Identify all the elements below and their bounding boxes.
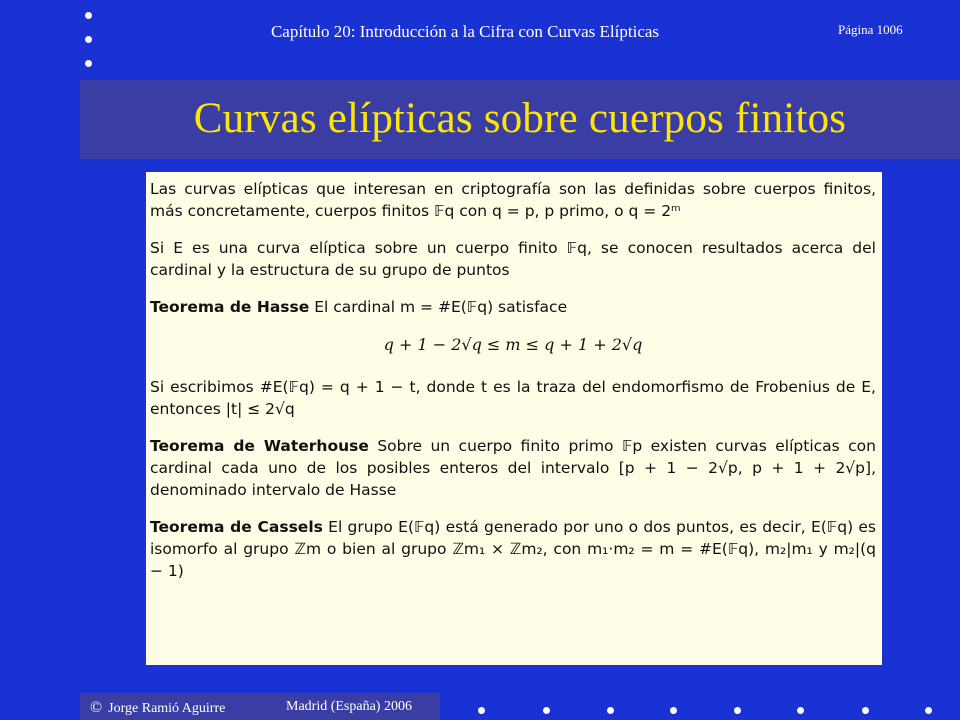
- theorem-hasse-text: El cardinal m = #E(𝔽q) satisface: [314, 298, 568, 316]
- theorem-waterhouse-text: Sobre un cuerpo finito primo 𝔽p existen curvas elípticas con cardinal cada uno de los posibles enteros del intervalo [p + 1 − 2√p, p + 1 + 2√p], denominado intervalo de Hasse: [150, 437, 876, 499]
- chapter-title: Capítulo 20: Introducción a la Cifra con Curvas Elípticas: [270, 22, 660, 41]
- content-panel: [146, 172, 882, 665]
- footer-place-year: Madrid (España) 2006: [286, 699, 412, 714]
- footer-author: [90, 699, 225, 717]
- decorative-dot: [85, 60, 92, 67]
- paragraph-intro: Las curvas elípticas que interesan en criptografía son las definidas sobre cuerpos finitos, más concretamente, cuerpos finitos 𝔽q con q = p, p primo, o q = 2ᵐ: [150, 180, 876, 220]
- theorem-waterhouse-label: Teorema de Waterhouse: [150, 437, 369, 455]
- author-name: Jorge Ramió Aguirre: [108, 701, 226, 716]
- title-band: [80, 80, 960, 159]
- decorative-dot: [670, 707, 677, 714]
- decorative-dot: [797, 707, 804, 714]
- paragraph-frobenius: Si escribimos #E(𝔽q) = q + 1 − t, donde t es la traza del endomorfismo de Frobenius de E, entonces |t| ≤ 2√q: [150, 378, 876, 418]
- decorative-dot: [925, 707, 932, 714]
- page-number: Página 1006: [838, 22, 903, 37]
- copyright-icon: ©: [90, 699, 103, 716]
- slide-title: Curvas elípticas sobre cuerpos finitos: [193, 95, 847, 142]
- decorative-dot: [607, 707, 614, 714]
- paragraph-waterhouse: [150, 435, 876, 501]
- decorative-dot: [862, 707, 869, 714]
- decorative-dot: [85, 36, 92, 43]
- decorative-dot: [478, 707, 485, 714]
- theorem-hasse-label: Teorema de Hasse: [150, 298, 310, 316]
- paragraph-cassels: [150, 516, 876, 582]
- paragraph-curve: Si E es una curva elíptica sobre un cuerpo finito 𝔽q, se conocen resultados acerca del cardinal y la estructura de su grupo de puntos: [150, 239, 876, 279]
- decorative-dot: [85, 12, 92, 19]
- decorative-dot: [543, 707, 550, 714]
- hasse-formula: q + 1 − 2√q ≤ m ≤ q + 1 + 2√q: [383, 335, 643, 354]
- theorem-cassels-label: Teorema de Cassels: [150, 518, 323, 536]
- decorative-dot: [734, 707, 741, 714]
- paragraph-hasse: [150, 296, 876, 318]
- theorem-cassels-text: El grupo E(𝔽q) está generado por uno o dos puntos, es decir, E(𝔽q) es isomorfo al grupo ℤm o bien al grupo ℤm₁ × ℤm₂, con m₁·m₂ = m = #E(𝔽q), m₂|m₁ y m₂|(q − 1): [150, 518, 877, 580]
